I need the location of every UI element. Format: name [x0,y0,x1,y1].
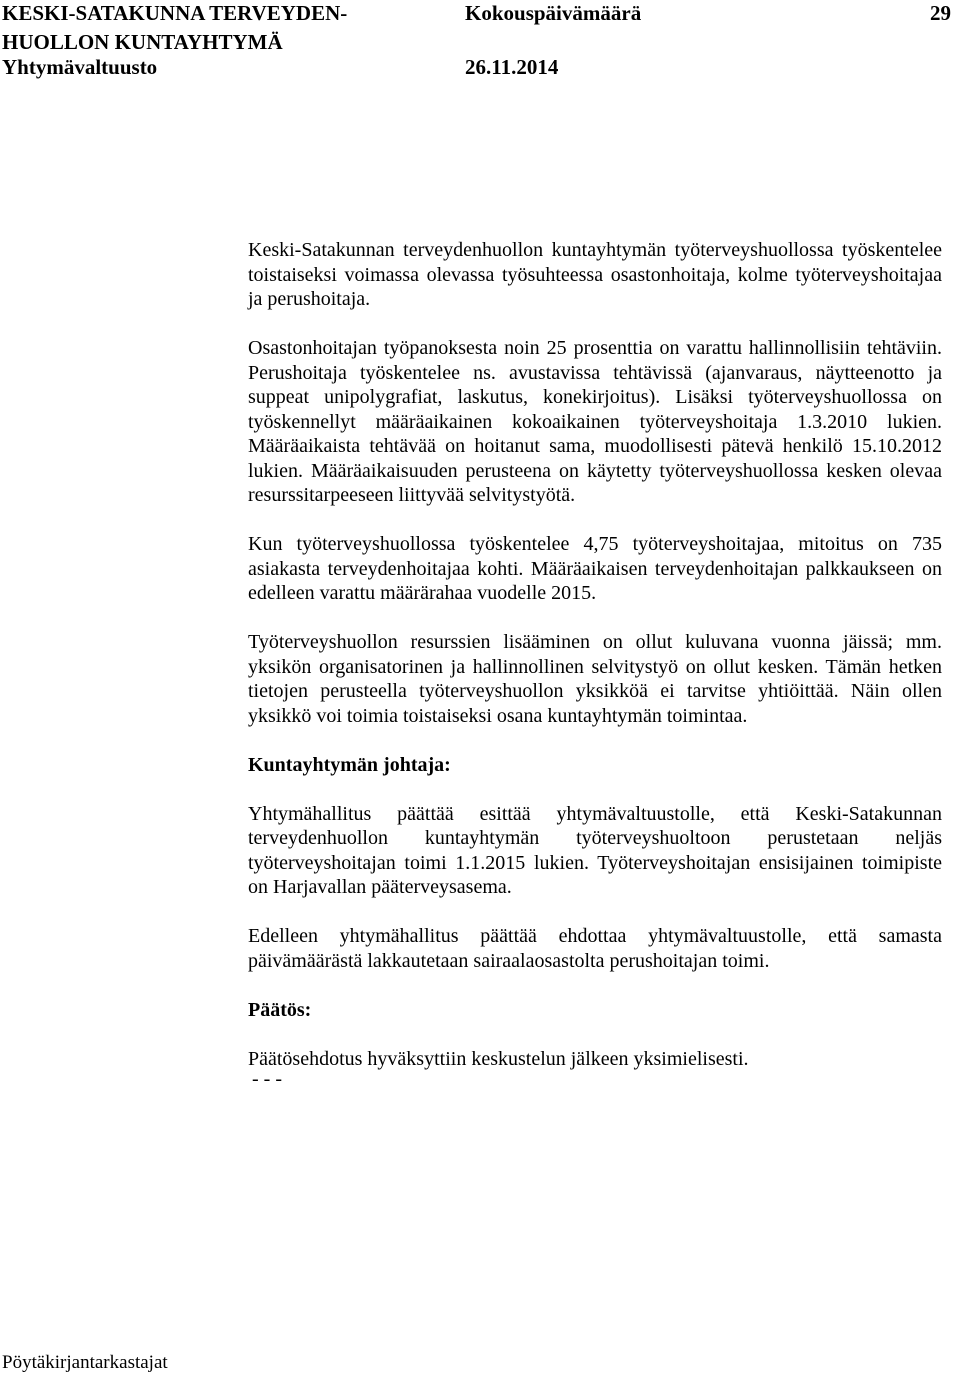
meeting-body: Yhtymävaltuusto [2,55,158,79]
meeting-date: 26.11.2014 [465,55,559,79]
body-paragraph-dimensioning: Kun työterveyshuollossa työskentelee 4,75 työterveyshoitajaa, mitoitus on 735 asiakasta terveydenhoitajaa kohti. Määräaikaisen terveydenhoitajan palkkaukseen on edelleen varattu määrärahaa vuodelle 2015. [248,533,942,604]
document-body [248,238,942,1092]
body-paragraph-workload: Osastonhoitajan työpanoksesta noin 25 prosenttia on varattu hallinnollisiin tehtäviin. Perushoitaja työskentelee ns. avustavissa tehtävissä (ajanvaraus, näytteenotto ja suppeat unipolygrafiat, laskutus, konekirjoitus). Lisäksi työterveyshuollossa on työskennellyt määräaikainen kokoaikainen työterveyshoitaja 1.3.2010 lukien. Määräaikaista tehtävää on hoitanut sama, muodollisesti pätevä henkilö 15.10.2012 lukien. Määräaikaisuuden perusteena on käytetty työterveyshuollossa kesken olevaa resurssitarpeeseen liittyvää selvitystyötä. [248,337,942,506]
organization-name-line1: KESKI-SATAKUNNA TERVEYDEN- [2,1,348,25]
decision-text: Päätösehdotus hyväksyttiin keskustelun jälkeen yksimielisesti. [248,1047,749,1070]
body-paragraph-resources: Työterveyshuollon resurssien lisääminen on ollut kuluvana vuonna jäissä; mm. yksikön organisatorinen ja hallinnollinen selvitystyö on ollut kesken. Tämän hetken tietojen perusteella työterveyshuollon yksikköä ei tarvitse yhtiöittää. Näin ollen yksikkö voi toimia toistaiseksi osana kuntayhtymän toimintaa. [248,631,942,727]
decision-heading: Päätös: [248,998,312,1021]
body-paragraph-staffing: Keski-Satakunnan terveydenhuollon kuntayhtymän työterveyshuollossa työskentelee toistaiseksi voimassa olevassa työsuhteessa osastonhoitaja, kolme työterveyshoitajaa ja perushoitaja. [248,239,942,310]
section-separator: - - - [252,1068,282,1090]
footer-signatories-label: Pöytäkirjantarkastajat [2,1352,168,1373]
page-number: 29 [930,1,951,25]
director-proposal-paragraph: Yhtymähallitus päättää esittää yhtymävaltuustolle, että Keski-Satakunnan terveydenhuollon kuntayhtymän työterveyshuoltoon perustetaan neljäs työterveyshoitajan toimi 1.1.2015 lukien. Työterveyshoitajan ensisijainen toimipiste on Harjavallan pääterveysasema. [248,802,942,898]
director-heading: Kuntayhtymän johtaja: [248,753,451,776]
meeting-date-label: Kokouspäivämäärä [465,1,642,25]
organization-name-line2: HUOLLON KUNTAYHTYMÄ [2,30,283,54]
document-header [0,0,960,80]
director-proposal-paragraph-2: Edelleen yhtymähallitus päättää ehdottaa yhtymävaltuustolle, että samasta päivämäärästä lakkautetaan sairaalaosastolta perushoitajan toimi. [248,925,942,972]
